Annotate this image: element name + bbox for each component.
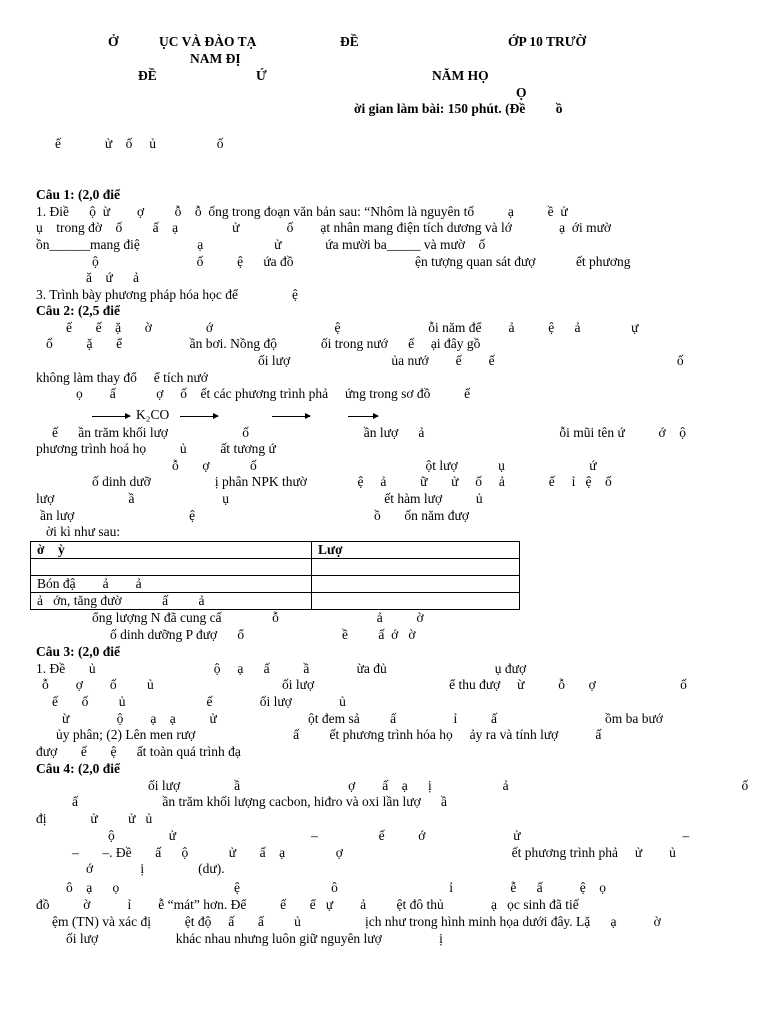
q1-line-4: ộ ố ệ ứa đồ ện tượng quan sát đượ ết phương [92, 254, 631, 269]
table-header-row [31, 542, 520, 559]
q1-line-2: ụ trong đờ ố ấ ạ ử ố ạt nhân mang điện tích dương và lớ ạ ới mườ [36, 220, 612, 235]
q2-line-7: phương trình hoá họ ủ ất tương ứ [36, 441, 276, 456]
table-cell: Bón đậ ả ả [31, 576, 312, 593]
header-line-3a: ĐỀ [138, 68, 157, 83]
q2-line-1: ế ế ặ ờ ớ ệ ỗi năm để ả ệ ả ự [66, 320, 639, 335]
q4-line-6: ớ ị (dư). [86, 861, 225, 876]
table-cell [312, 593, 520, 610]
table-cell [312, 576, 520, 593]
fertilizer-table [30, 541, 520, 610]
exam-note: ế ử ố ủ ố [55, 136, 224, 151]
q3-line-3: ế ố ủ ế ối lượ ủ [52, 694, 346, 709]
header-line-2: NAM ĐỊ [190, 51, 241, 66]
q4-line-2: ấ ần trăm khối lượng cacbon, hiđro và oxi lần lượ ầ [72, 794, 447, 809]
q1-title: Câu 1: (2,0 điể [36, 187, 120, 202]
q4-line-5: – –. Đề ấ ộ ử ấ ạ ợ ết phương trình phả ử ủ [72, 845, 676, 860]
q3-line-2: ỗ ợ ố ủ ối lượ ể thu đượ ừ ỗ ợ ố [42, 677, 687, 692]
header-time-line: ời gian làm bài: 150 phút. (Đề ồ [354, 101, 563, 116]
q4-line-1: ối lượ ầ ợ ấ ạ ị ả ố [148, 778, 749, 793]
table-cell: ả ớn, tăng đườ ấ ả [31, 593, 312, 610]
q3-title: Câu 3: (2,0 điể [36, 644, 120, 659]
q2-line-12: ời kì như sau: [46, 524, 121, 539]
q4-line-4: ộ ử – ế ớ ử – [108, 828, 690, 843]
table-header-period: ờ ỳ [31, 542, 312, 559]
table-row [31, 593, 520, 610]
header-line-3b: Ứ [256, 68, 267, 83]
q2-line-3: ối lượ ủa nướ ế ế ố [258, 353, 684, 368]
header-line-4: Ọ [516, 85, 527, 100]
q2-line-10: lượ ầ ụ ết hàm lượ ủ [36, 491, 483, 506]
q1-line-5: ă ứ ả [86, 270, 140, 285]
table-row [31, 576, 520, 593]
after-table-line-2: ố dinh dưỡng P đượ ổ ề ấ ớ ờ [110, 627, 416, 642]
scheme-arrow-4 [348, 416, 378, 417]
header-line-1a: Ở ỤC VÀ ĐÀO TẠ [108, 34, 257, 49]
q3-line-5: ủy phân; (2) Lên men rượ ấ ết phương trình hóa họ ảy ra và tính lượ ấ [56, 727, 602, 742]
q2-line-9: ố dinh dưỡ ị phân NPK thườ ệ ả ữ ử ố ả ế ỉ ệ ố [92, 474, 612, 489]
q4-line-7: ô ạ ọ ệ ô ỉ ễ ấ ệ ọ [66, 880, 606, 895]
header-line-1b: ĐỀ [340, 34, 359, 49]
table-cell [312, 559, 520, 576]
table-header-amount: Lượ [312, 542, 520, 559]
scheme-k2co: K₂CO [136, 407, 170, 422]
header-line-3c: NĂM HỌ [432, 68, 489, 83]
q4-line-8: đồ ờ ỉ ễ “mát” hơn. Để ế ể ự ả ệt đô thủ ạ ọc sinh đã tiế [36, 897, 579, 912]
scheme-arrow-3 [272, 416, 310, 417]
q2-line-2: ố ặ ể ần bơi. Nồng độ ối trong nướ ế ại đây gồ [46, 336, 481, 351]
q4-line-9: ệm (TN) và xác đị ệt độ ấ ấ ủ ịch như trong hình minh họa dưới đây. Lặ ạ ờ [52, 914, 661, 929]
q4-title: Câu 4: (2,0 điể [36, 761, 120, 776]
q4-line-3: đị ử ử ủ [36, 811, 153, 826]
scheme-arrow-1 [92, 416, 130, 417]
table-cell [31, 559, 312, 576]
q2-title: Câu 2: (2,5 điể [36, 303, 120, 318]
q2-line-4: không làm thay đổ ể tích nướ [36, 370, 208, 385]
q2-line-6: ế ần trăm khối lượ ố ần lượ ả ỗi mũi tên ứ ớ ộ [52, 425, 686, 440]
table-row [31, 559, 520, 576]
q1-line-1: 1. Điề ộ ừ ợ ỗ ỗ ống trong đoạn văn bản sau: “Nhôm là nguyên tố ạ ề ử [36, 204, 568, 219]
scheme-arrow-2 [180, 416, 218, 417]
q1-line-3: ồn______mang điệ ạ ử ứa mười ba_____ và mườ ố [36, 237, 486, 252]
q3-line-6: đượ ế ệ ất toàn quá trình đạ [36, 744, 241, 759]
q3-line-4: ừ ộ ạ ạ ử ột đem sả ấ ỉ ấ ồm ba bướ [62, 711, 663, 726]
q2-line-5: ọ ấ ợ ố ết các phương trình phả ứng trong sơ đồ ế [76, 386, 471, 401]
header-line-1c: ỚP 10 TRƯỜ [508, 34, 587, 49]
q3-line-1: 1. Đề ủ ộ ạ ấ ầ ừa đủ ụ đượ [36, 661, 527, 676]
q2-line-11: ần lượ ệ ồ ốn năm đượ [40, 508, 470, 523]
q1-line-6: 3. Trình bày phương pháp hóa học để ệ [36, 287, 298, 302]
after-table-line-1: ổng lượng N đã cung cấ ỗ ả ờ [92, 610, 424, 625]
q4-line-10: ối lượ khác nhau nhưng luôn giữ nguyên lượ ị [66, 931, 443, 946]
q2-line-8: ỗ ợ ố ột lượ ụ ứ [172, 458, 597, 473]
